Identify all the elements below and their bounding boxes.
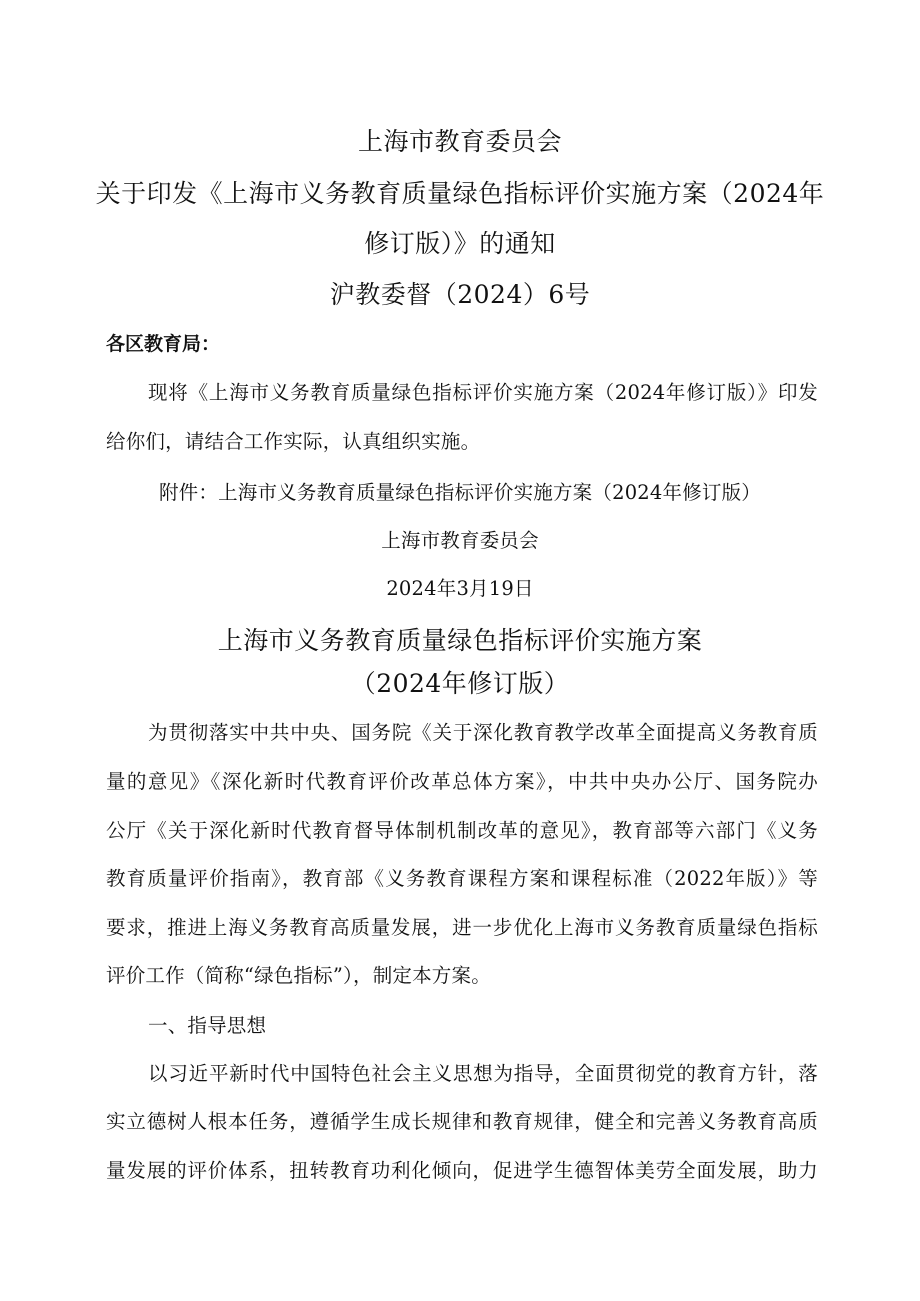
section-body-line: 实立德树人根本任务，遵循学生成长规律和教育规律，健全和完善义务教育高质 bbox=[106, 1110, 818, 1133]
intro-line: 评价工作（简称“绿色指标”），制定本方案。 bbox=[106, 964, 491, 987]
plan-title-line-1: 上海市义务教育质量绿色指标评价实施方案 bbox=[217, 626, 703, 655]
signature: 上海市教育委员会 bbox=[381, 529, 539, 552]
plan-title-line-2: （2024年修订版） bbox=[350, 669, 570, 698]
notice-title-line-1: 上海市教育委员会 bbox=[357, 127, 562, 156]
notice-title-line-2: 关于印发《上海市义务教育质量绿色指标评价实施方案（2024年 bbox=[95, 179, 825, 208]
section-heading: 一、指导思想 bbox=[148, 1014, 267, 1037]
notice-body-line-1: 现将《上海市义务教育质量绿色指标评价实施方案（2024年修订版）》印发 bbox=[148, 381, 818, 404]
issue-date: 2024年3月19日 bbox=[386, 577, 534, 600]
intro-line: 教育质量评价指南》，教育部《义务教育课程方案和课程标准（2022年版）》等 bbox=[106, 867, 818, 890]
section-body-line: 以习近平新时代中国特色社会主义思想为指导，全面贯彻党的教育方针，落 bbox=[148, 1062, 818, 1085]
attachment-note: 附件：上海市义务教育质量绿色指标评价实施方案（2024年修订版） bbox=[158, 481, 762, 504]
notice-body-line-2: 给你们，请结合工作实际，认真组织实施。 bbox=[106, 430, 481, 453]
intro-line: 公厅《关于深化新时代教育督导体制机制改革的意见》，教育部等六部门《义务 bbox=[106, 819, 818, 842]
intro-line: 为贯彻落实中共中央、国务院《关于深化教育教学改革全面提高义务教育质 bbox=[148, 721, 818, 744]
intro-line: 要求，推进上海义务教育高质量发展，进一步优化上海市义务教育质量绿色指标 bbox=[106, 916, 818, 939]
section-body-line: 量发展的评价体系，扭转教育功利化倾向，促进学生德智体美劳全面发展，助力 bbox=[106, 1159, 818, 1182]
document-number: 沪教委督（2024）6号 bbox=[329, 280, 591, 309]
addressee: 各区教育局： bbox=[106, 333, 221, 355]
notice-title-line-3: 修订版）》的通知 bbox=[364, 229, 556, 258]
intro-line: 量的意见》《深化新时代教育评价改革总体方案》，中共中央办公厅、国务院办 bbox=[106, 770, 818, 793]
